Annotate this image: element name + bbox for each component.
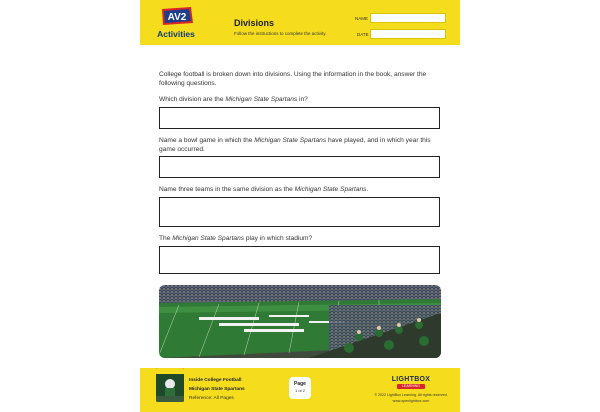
intro-text: College football is broken down into divisions. Using the information in the book, answer the following questions. [159,71,427,87]
page-label: Page [294,381,306,387]
question-4: The Michigan State Spartans play in which stadium? [159,235,313,242]
book-cover-thumbnail [156,368,184,402]
series-title: Inside College Football [189,378,242,383]
question-3: Name three teams in the same division as the Michigan State Spartans. [159,186,369,193]
brand-tag: LEARNING [397,384,425,389]
logo-badge-text: AV2 [167,12,187,23]
stadium-photo [159,285,441,358]
name-label: NAME [355,16,369,21]
question-1: Which division are the Michigan State Spartans in? [159,96,308,103]
page-subtitle: Follow the instructions to complete the activity. [234,31,327,36]
answer-box-1[interactable] [159,107,440,129]
logo-label: Activities [157,29,195,39]
date-field[interactable] [370,29,446,39]
book-title: Michigan State Spartans [189,387,245,392]
page-indicator [289,377,311,399]
brand-name: LIGHTBOX [391,376,431,383]
answer-box-3[interactable] [159,197,440,227]
book-cover-icon [156,368,184,402]
website-text[interactable]: www.openlightbox.com [392,399,430,403]
lightbox-logo [386,376,436,389]
av2-logo [150,6,202,42]
reference-text: Reference: All Pages [189,396,234,401]
worksheet-page [140,0,460,412]
date-label: DATE [357,32,369,37]
answer-box-2[interactable] [159,156,440,178]
stadium-illustration [159,285,441,358]
footer-bar [140,368,460,412]
page-title: Divisions [234,18,275,28]
copyright-text: © 2022 LightBox Learning. All rights reserved. [374,393,448,397]
name-field[interactable] [370,13,446,23]
page-count: 1 of 2 [294,388,305,393]
header-bar [140,0,460,45]
av2-badge-icon [160,6,194,26]
answer-box-4[interactable] [159,246,440,274]
question-2: Name a bowl game in which the Michigan State Spartans have played, and in which year this game occurred. [159,137,431,153]
